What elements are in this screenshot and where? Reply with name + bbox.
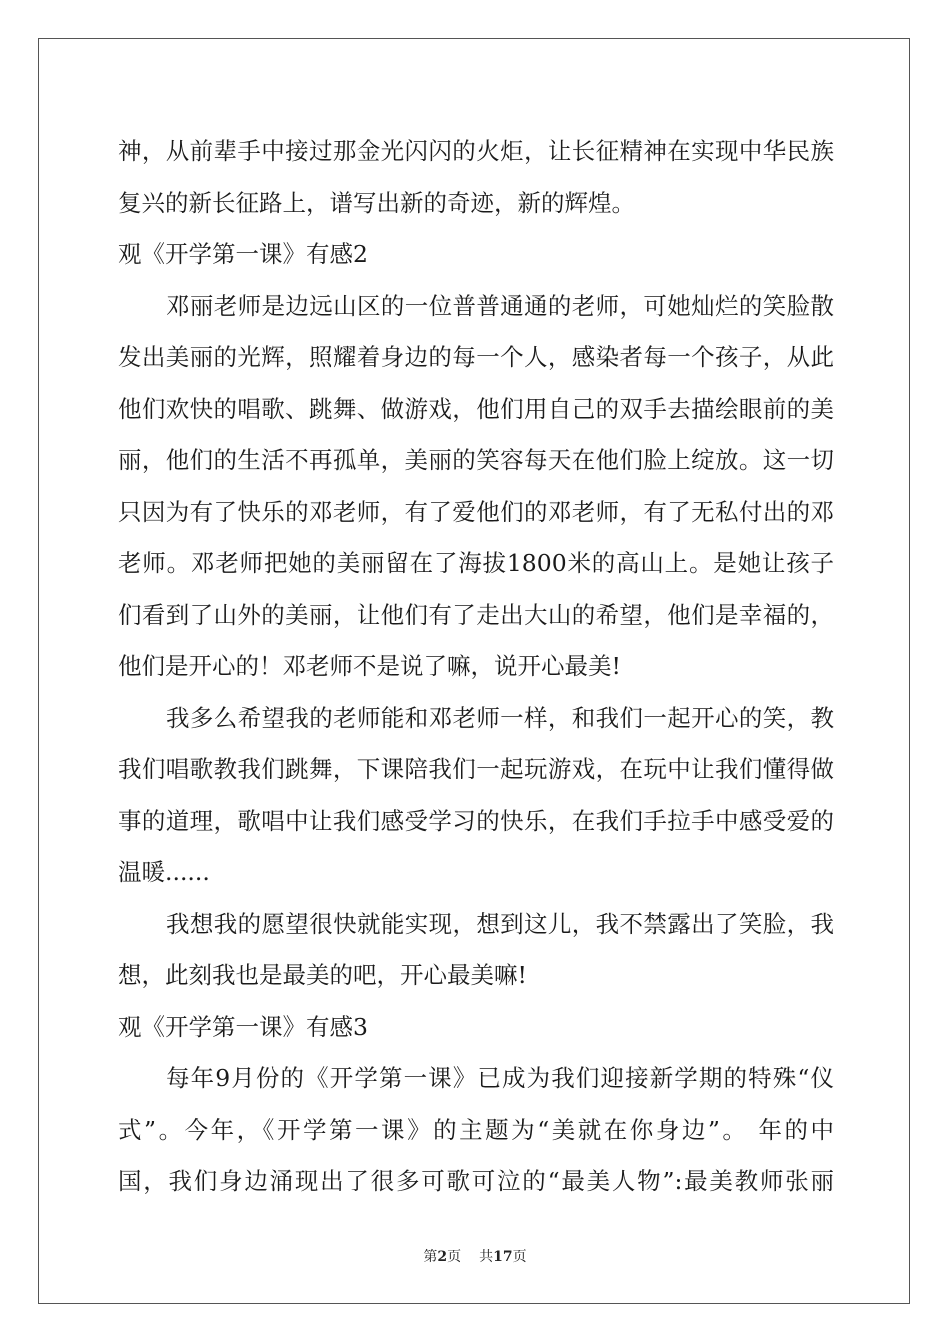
- text-line: 每年9月份的《开学第一课》已成为我们迎接新学期的特殊“仪: [166, 1064, 834, 1092]
- footer-total-prefix: 共: [479, 1249, 494, 1265]
- text-line: 们看到了山外的美丽，让他们有了走出大山的希望，他们是幸福的，: [118, 600, 834, 629]
- text-line: 发出美丽的光辉，照耀着身边的每一个人，感染者每一个孩子，从此: [118, 343, 834, 371]
- text-line: 温暖......: [118, 858, 210, 886]
- text-line: 事的道理，歌唱中让我们感受学习的快乐，在我们手拉手中感受爱的: [118, 806, 834, 835]
- text-line: 丽，他们的生活不再孤单，美丽的笑容每天在他们脸上绽放。这一切: [118, 446, 834, 474]
- footer-prefix: 第: [423, 1249, 438, 1265]
- footer-total-suffix: 页: [512, 1249, 527, 1265]
- footer-total-pages: 17: [493, 1249, 513, 1265]
- page-footer: [0, 1246, 950, 1266]
- text-line: 国，我们身边涌现出了很多可歌可泣的“最美人物”:最美教师张丽: [118, 1167, 834, 1195]
- text-line: 只因为有了快乐的邓老师，有了爱他们的邓老师，有了无私付出的邓: [118, 497, 834, 526]
- text-line: 老师。邓老师把她的美丽留在了海拔1800米的高山上。是她让孩子: [118, 549, 834, 577]
- text-line: 想，此刻我也是最美的吧，开心最美嘛!: [118, 961, 527, 989]
- text-line: 他们是开心的！邓老师不是说了嘛，说开心最美!: [118, 652, 621, 680]
- document-body: [118, 126, 834, 1208]
- text-line: 邓丽老师是边远山区的一位普普通通的老师，可她灿烂的笑脸散: [166, 291, 834, 320]
- text-line: 我想我的愿望很快就能实现，想到这儿，我不禁露出了笑脸，我: [166, 909, 834, 938]
- text-line: 神，从前辈手中接过那金光闪闪的火炬，让长征精神在实现中华民族: [118, 137, 834, 165]
- section-heading: 观《开学第一课》有感3: [118, 1012, 368, 1041]
- text-line: 式”。今年，《开学第一课》的主题为“美就在你身边”。 年的中: [118, 1115, 834, 1144]
- footer-page-number: 2: [437, 1249, 448, 1265]
- section-heading: 观《开学第一课》有感2: [118, 240, 368, 268]
- footer-page-suffix: 页: [447, 1249, 462, 1265]
- text-line: 他们欢快的唱歌、跳舞、做游戏，他们用自己的双手去描绘眼前的美: [118, 394, 834, 423]
- text-line: 我们唱歌教我们跳舞，下课陪我们一起玩游戏，在玩中让我们懂得做: [118, 755, 834, 783]
- text-line: 复兴的新长征路上，谱写出新的奇迹，新的辉煌。: [118, 188, 635, 217]
- text-line: 我多么希望我的老师能和邓老师一样，和我们一起开心的笑，教: [166, 703, 834, 732]
